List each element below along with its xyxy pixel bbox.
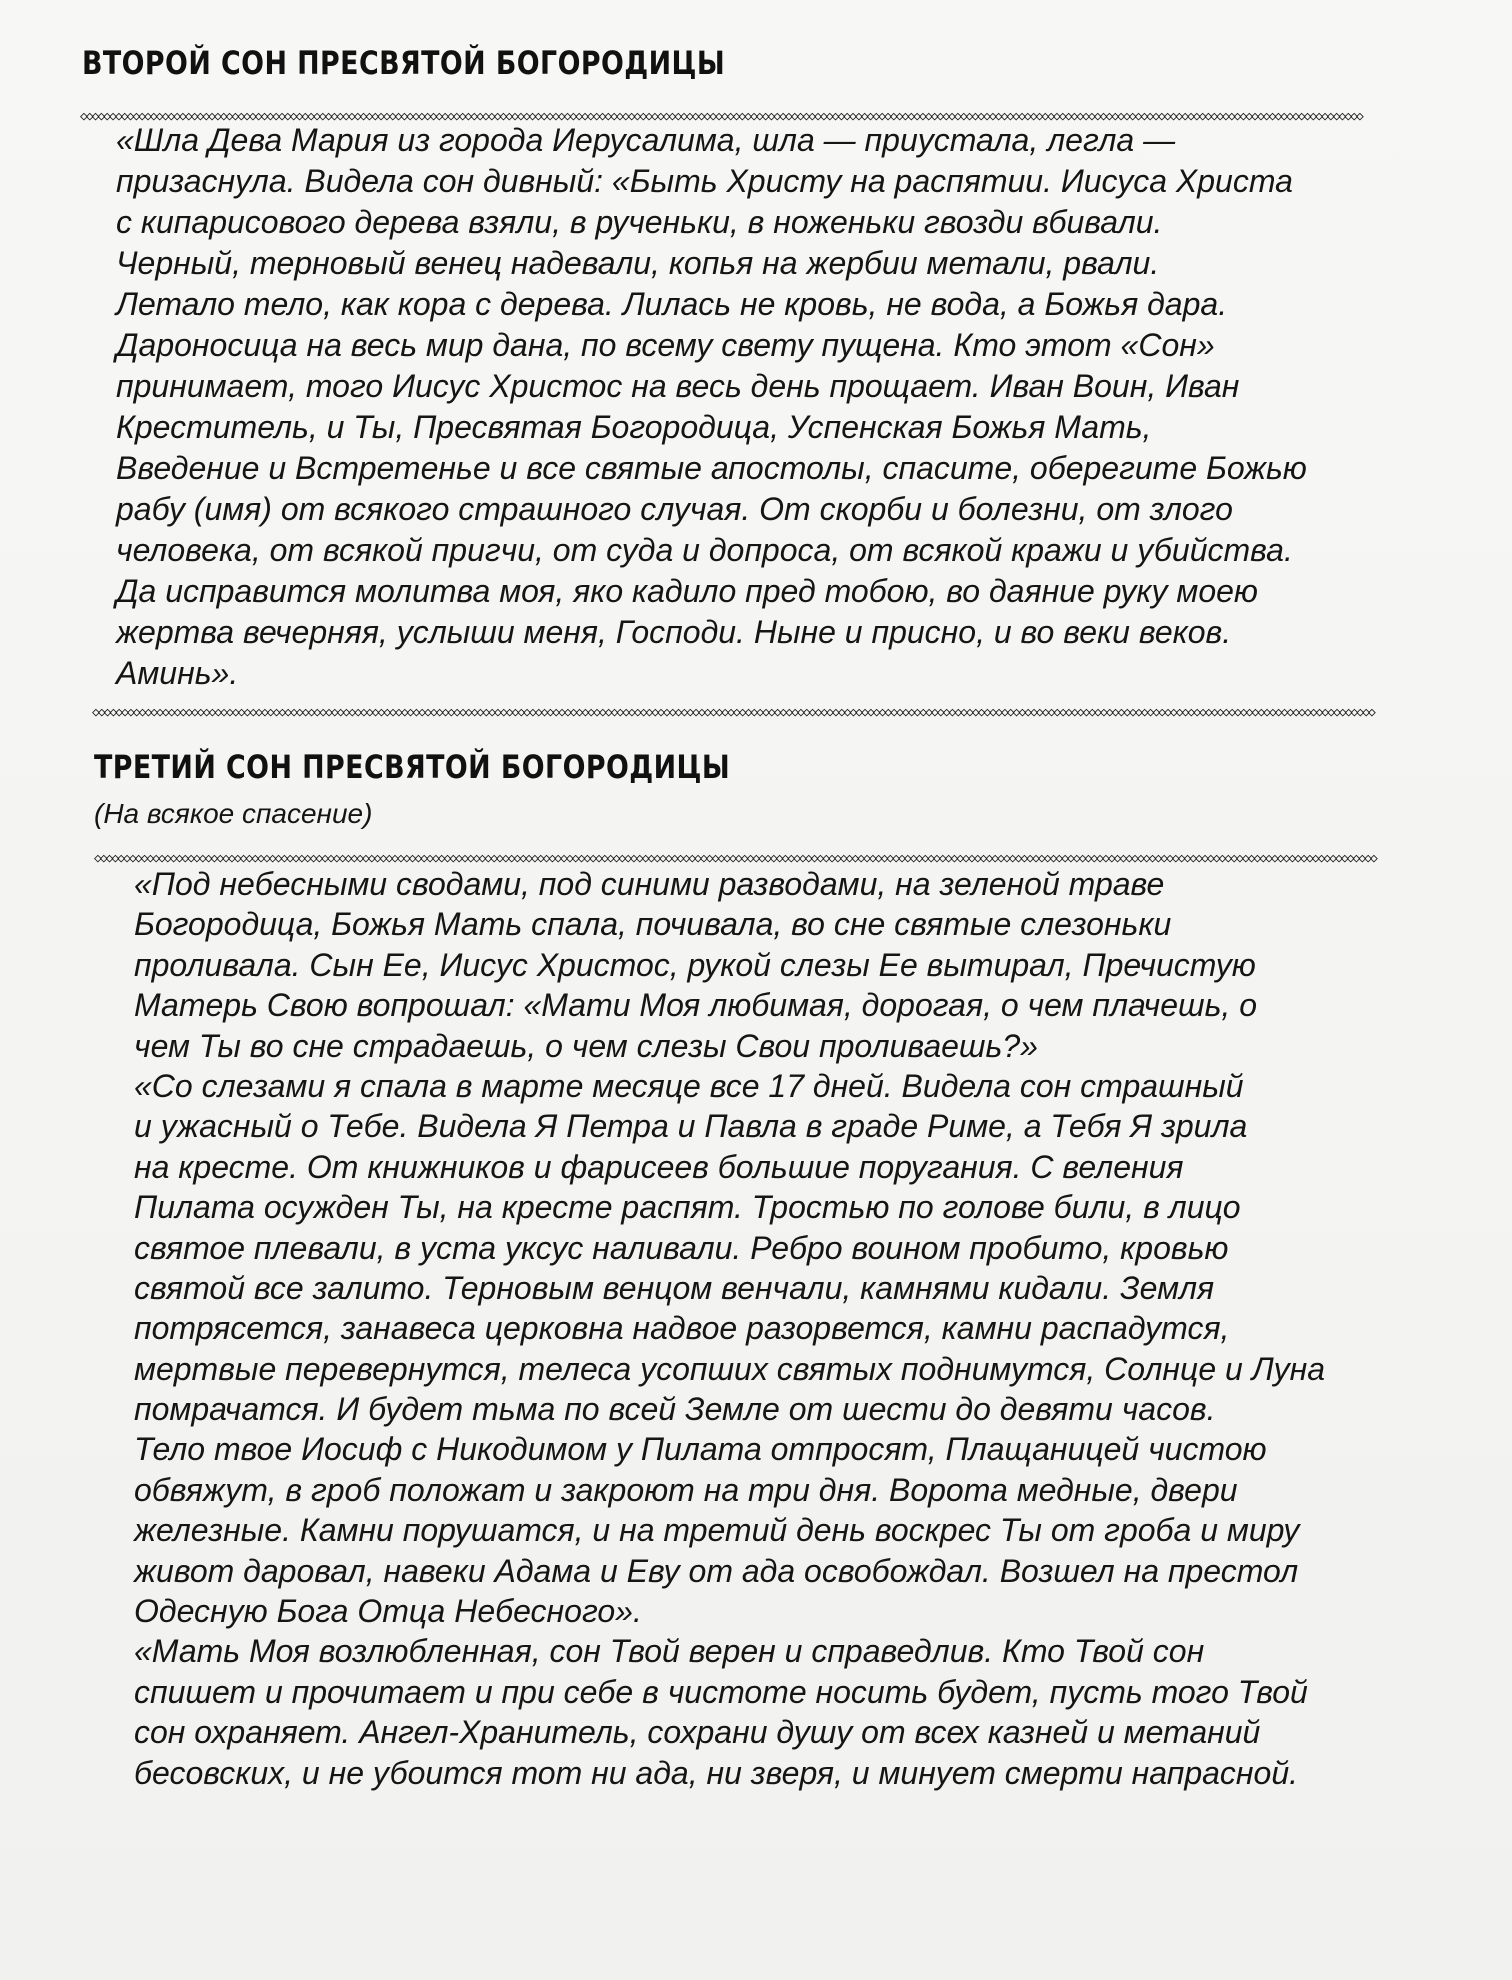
text-line: призаснула. Видела сон дивный: «Быть Христу на распятии. Иисуса Христа: [116, 163, 1293, 199]
ornament-divider: ◇◇◇◇◇◇◇◇◇◇◇◇◇◇◇◇◇◇◇◇◇◇◇◇◇◇◇◇◇◇◇◇◇◇◇◇◇◇◇◇◇◇◇◇◇◇◇◇◇◇◇◇◇◇◇◇◇◇◇◇◇◇◇◇◇◇◇◇◇◇◇◇◇◇◇◇◇◇◇◇◇◇◇◇◇◇◇◇◇◇◇◇◇◇◇◇◇◇◇◇◇◇◇◇◇◇◇◇◇◇◇◇◇◇◇◇◇◇◇◇◇◇◇◇◇◇◇◇◇◇◇◇◇◇◇◇◇◇◇◇◇◇◇◇◇◇◇◇◇◇◇◇◇◇◇◇◇◇◇◇◇◇◇◇◇◇◇◇◇◇◇◇◇◇◇◇◇◇◇◇◇◇◇◇◇◇◇◇◇◇◇◇◇◇◇◇◇◇◇◇◇◇◇◇◇◇◇◇◇◇◇◇◇◇◇◇◇◇◇◇: [92, 706, 1374, 720]
text-line: проливала. Сын Ее, Иисус Христос, рукой слезы Ее вытирал, Пречистую: [134, 946, 1256, 983]
text-line: Богородица, Божья Мать спала, почивала, во сне святые слезоньки: [134, 906, 1172, 943]
text-line: «Со слезами я спала в марте месяце все 17 дней. Видела сон страшный: [134, 1067, 1244, 1104]
text-line: Тело твое Иосиф с Никодимом у Пилата отпросят, Плащаницей чистою: [134, 1431, 1267, 1468]
text-line: «Шла Дева Мария из города Иерусалима, шла — приустала, легла —: [116, 122, 1176, 158]
text-line: Аминь».: [116, 655, 239, 691]
prayer-text-second-dream: [116, 120, 1307, 694]
text-line: спишет и прочитает и при себе в чистоте носить будет, пусть того Твой: [134, 1673, 1308, 1710]
text-line: бесовских, и не убоится тот ни ада, ни зверя, и минует смерти напрасной.: [134, 1754, 1298, 1791]
text-line: чем Ты во сне страдаешь, о чем слезы Свои проливаешь?»: [134, 1027, 1038, 1064]
text-line: Креститель, и Ты, Пресвятая Богородица, Успенская Божья Мать,: [116, 409, 1152, 445]
ornament-divider: ◇◇◇◇◇◇◇◇◇◇◇◇◇◇◇◇◇◇◇◇◇◇◇◇◇◇◇◇◇◇◇◇◇◇◇◇◇◇◇◇◇◇◇◇◇◇◇◇◇◇◇◇◇◇◇◇◇◇◇◇◇◇◇◇◇◇◇◇◇◇◇◇◇◇◇◇◇◇◇◇◇◇◇◇◇◇◇◇◇◇◇◇◇◇◇◇◇◇◇◇◇◇◇◇◇◇◇◇◇◇◇◇◇◇◇◇◇◇◇◇◇◇◇◇◇◇◇◇◇◇◇◇◇◇◇◇◇◇◇◇◇◇◇◇◇◇◇◇◇◇◇◇◇◇◇◇◇◇◇◇◇◇◇◇◇◇◇◇◇◇◇◇◇◇◇◇◇◇◇◇◇◇◇◇◇◇◇◇◇◇◇◇◇◇◇◇◇◇◇◇◇◇◇◇◇◇◇◇◇◇◇◇◇◇◇◇◇◇◇◇: [80, 110, 1362, 124]
text-line: принимает, того Иисус Христос на весь день прощает. Иван Воин, Иван: [116, 368, 1240, 404]
text-line: Одесную Бога Отца Небесного».: [134, 1593, 642, 1630]
text-line: помрачатся. И будет тьма по всей Земле от шести до девяти часов.: [134, 1391, 1216, 1428]
text-line: рабу (имя) от всякого страшного случая. От скорби и болезни, от злого: [116, 491, 1233, 527]
text-line: Введение и Встретенье и все святые апостолы, спасите, оберегите Божью: [116, 450, 1307, 486]
text-line: Летало тело, как кора с дерева. Лилась не кровь, не вода, а Божья дара.: [116, 286, 1228, 322]
section-subtitle: (На всякое спасение): [94, 798, 373, 829]
text-line: Черный, терновый венец надевали, копья на жербии метали, рвали.: [116, 245, 1160, 281]
text-line: жертва вечерняя, услыши меня, Господи. Ныне и присно, и во веки веков.: [116, 614, 1232, 650]
text-line: живот даровал, навеки Адама и Еву от ада освобождал. Возшел на престол: [134, 1552, 1299, 1589]
text-line: обвяжут, в гроб положат и закроют на три дня. Ворота медные, двери: [134, 1471, 1238, 1508]
text-line: «Мать Моя возлюбленная, сон Твой верен и справедлив. Кто Твой сон: [134, 1633, 1205, 1670]
text-line: мертвые перевернутся, телеса усопших святых поднимутся, Солнце и Луна: [134, 1350, 1326, 1387]
text-line: с кипарисового дерева взяли, в рученьки, в ноженьки гвозди вбивали.: [116, 204, 1163, 240]
prayer-text-third-dream: [134, 864, 1325, 1793]
text-line: Да исправится молитва моя, яко кадило пред тобою, во даяние руку моею: [116, 573, 1258, 609]
text-line: сон охраняет. Ангел-Хранитель, сохрани душу от всех казней и метаний: [134, 1714, 1261, 1751]
text-line: железные. Камни порушатся, и на третий день воскрес Ты от гроба и миру: [134, 1512, 1300, 1549]
text-line: святое плевали, в уста уксус наливали. Ребро воином пробито, кровью: [134, 1229, 1229, 1266]
text-line: «Под небесными сводами, под синими разводами, на зеленой траве: [134, 866, 1165, 902]
text-line: святой все залито. Терновым венцом венчали, камнями кидали. Земля: [134, 1269, 1215, 1306]
section-title-second-dream: ВТОРОЙ СОН ПРЕСВЯТОЙ БОГОРОДИЦЫ: [82, 44, 726, 82]
text-line: человека, от всякой пригчи, от суда и допроса, от всякой кражи и убийства.: [116, 532, 1293, 568]
text-line: и ужасный о Тебе. Видела Я Петра и Павла в граде Риме, а Тебя Я зрила: [134, 1108, 1248, 1145]
text-line: Дароносица на весь мир дана, по всему свету пущена. Кто этот «Сон»: [116, 327, 1215, 363]
text-line: Матерь Свою вопрошал: «Мати Моя любимая, дорогая, о чем плачешь, о: [134, 987, 1257, 1024]
text-line: на кресте. От книжников и фарисеев большие поругания. С веления: [134, 1148, 1184, 1185]
section-title-third-dream: ТРЕТИЙ СОН ПРЕСВЯТОЙ БОГОРОДИЦЫ: [94, 748, 731, 786]
text-line: потрясется, занавеса церковна надвое разорвется, камни распадутся,: [134, 1310, 1230, 1347]
text-line: Пилата осужден Ты, на кресте распят. Тростью по голове били, в лицо: [134, 1189, 1241, 1226]
ornament-divider: ◇◇◇◇◇◇◇◇◇◇◇◇◇◇◇◇◇◇◇◇◇◇◇◇◇◇◇◇◇◇◇◇◇◇◇◇◇◇◇◇◇◇◇◇◇◇◇◇◇◇◇◇◇◇◇◇◇◇◇◇◇◇◇◇◇◇◇◇◇◇◇◇◇◇◇◇◇◇◇◇◇◇◇◇◇◇◇◇◇◇◇◇◇◇◇◇◇◇◇◇◇◇◇◇◇◇◇◇◇◇◇◇◇◇◇◇◇◇◇◇◇◇◇◇◇◇◇◇◇◇◇◇◇◇◇◇◇◇◇◇◇◇◇◇◇◇◇◇◇◇◇◇◇◇◇◇◇◇◇◇◇◇◇◇◇◇◇◇◇◇◇◇◇◇◇◇◇◇◇◇◇◇◇◇◇◇◇◇◇◇◇◇◇◇◇◇◇◇◇◇◇◇◇◇◇◇◇◇◇◇◇◇◇◇◇◇◇◇◇◇: [94, 852, 1376, 866]
